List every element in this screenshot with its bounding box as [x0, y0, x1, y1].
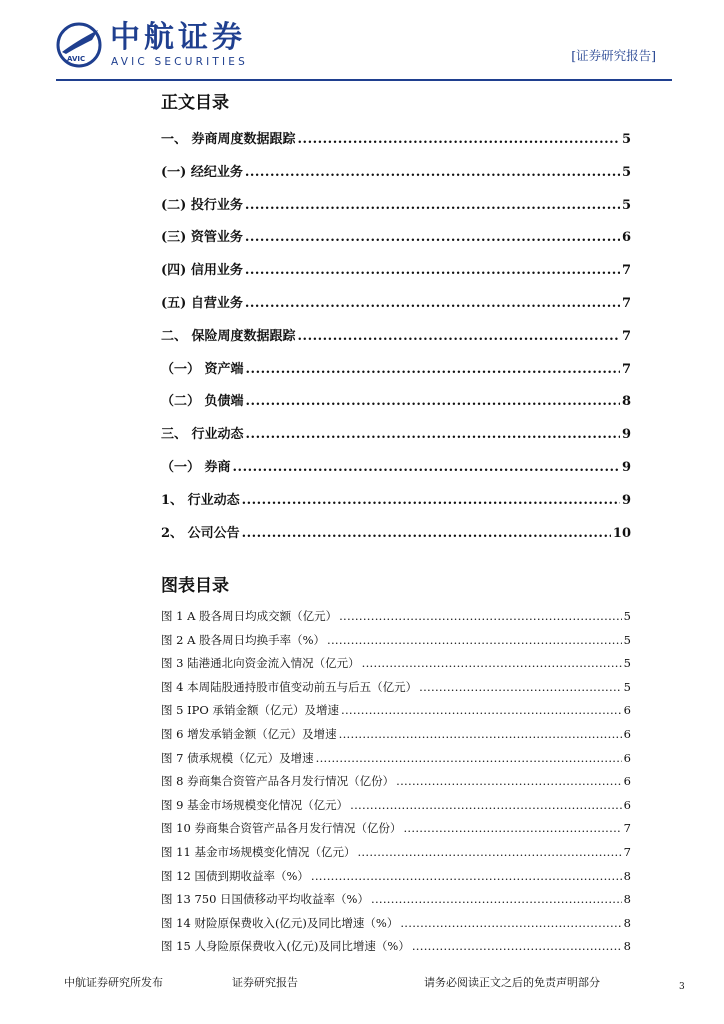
toc-entry-page: 10 — [612, 525, 631, 541]
toc-entry-page: 6 — [621, 230, 631, 246]
toc-entry[interactable] — [161, 460, 631, 493]
report-type-tag: [证券研究报告] — [571, 48, 656, 63]
brand-name-en: AVIC SECURITIES — [111, 56, 248, 68]
dot-leader — [246, 427, 620, 443]
page-header — [0, 0, 724, 84]
toc-entry-page: 7 — [621, 328, 631, 344]
figure-entry-page: 7 — [623, 821, 631, 836]
dot-leader — [419, 680, 622, 694]
figure-entry-page: 6 — [623, 703, 631, 718]
toc-entry-page: 5 — [621, 197, 631, 213]
figure-entry-label: 图 9 基金市场规模变化情况（亿元） — [161, 797, 349, 812]
toc-entry-page: 7 — [621, 295, 631, 311]
toc-entry-page: 7 — [621, 263, 631, 279]
toc-entry-page: 9 — [621, 459, 631, 475]
figure-entry[interactable] — [161, 892, 631, 916]
figure-entry-label: 图 12 国债到期收益率（%） — [161, 868, 309, 883]
figure-entry-label: 图 8 券商集合资管产品各月发行情况（亿份） — [161, 774, 395, 789]
dot-leader — [298, 132, 620, 148]
toc-entry-label: 三、 行业动态 — [161, 427, 244, 443]
dot-leader — [246, 362, 620, 378]
dot-leader — [316, 751, 622, 765]
figure-entry-page: 5 — [623, 632, 631, 647]
figure-entry[interactable] — [161, 727, 631, 751]
toc-entry-label: (四) 信用业务 — [161, 263, 243, 279]
figure-entry-label: 图 1 A 股各周日均成交额（亿元） — [161, 609, 338, 623]
toc-entry[interactable] — [161, 198, 631, 231]
dot-leader — [400, 916, 621, 930]
figure-entry-page: 6 — [623, 750, 631, 765]
figure-entry[interactable] — [161, 916, 631, 940]
toc-entry[interactable] — [161, 263, 631, 296]
toc-entry-page: 9 — [621, 492, 631, 508]
toc-entry-label: 2、 公司公告 — [161, 525, 240, 541]
figure-entry-label: 图 2 A 股各周日均换手率（%） — [161, 632, 326, 647]
footer-disclaimer: 请务必阅读正文之后的免责声明部分 — [424, 976, 600, 989]
figure-entry[interactable] — [161, 680, 631, 704]
figure-entry-page: 8 — [623, 915, 631, 930]
figure-entry-page: 7 — [623, 844, 631, 859]
figure-entry-page: 6 — [623, 797, 631, 812]
toc-entry-label: (一) 经纪业务 — [161, 164, 243, 180]
figure-entry-page: 6 — [623, 726, 631, 741]
toc-entry[interactable] — [161, 526, 631, 559]
dot-leader — [245, 230, 620, 246]
toc-entry[interactable] — [161, 394, 631, 427]
toc-entry-label: （一） 资产端 — [161, 361, 244, 377]
figure-entry-label: 图 13 750 日国债移动平均收益率（%） — [161, 892, 369, 907]
figure-entry[interactable] — [161, 939, 631, 963]
avic-logo-icon — [56, 22, 102, 68]
footer-publisher: 中航证券研究所发布 — [64, 976, 163, 989]
dot-leader — [339, 609, 622, 623]
figure-entry-label: 图 10 券商集合资管产品各月发行情况（亿份） — [161, 821, 402, 836]
toc-entry-page: 8 — [621, 394, 631, 410]
dot-leader — [371, 892, 622, 906]
dot-leader — [311, 869, 622, 883]
dot-leader — [396, 774, 622, 788]
page-number: 3 — [679, 982, 685, 992]
logo-mark-text: AVIC — [67, 55, 86, 63]
dot-leader — [412, 939, 622, 953]
dot-leader — [245, 296, 620, 312]
toc-entry-page: 9 — [621, 427, 631, 443]
footer-doc-type: 证券研究报告 — [232, 976, 298, 989]
dot-leader — [350, 798, 622, 812]
figure-entry-page: 8 — [623, 939, 631, 954]
toc-entry-label: (二) 投行业务 — [161, 197, 243, 213]
toc-entry-label: （一） 券商 — [161, 459, 231, 475]
toc-entry-page: 7 — [621, 361, 631, 377]
figure-entry-label: 图 6 增发承销金额（亿元）及增速 — [161, 726, 337, 741]
figures-title: 图表目录 — [161, 576, 229, 596]
dot-leader — [245, 198, 620, 214]
figure-entry-label: 图 15 人身险原保费收入(亿元)及同比增速（%） — [161, 939, 410, 954]
toc-entry[interactable] — [161, 165, 631, 198]
figure-entry[interactable] — [161, 703, 631, 727]
figure-entry-page: 8 — [623, 868, 631, 883]
brand-name-cn: 中航证券 — [110, 20, 246, 55]
toc-entry-label: 1、 行业动态 — [161, 492, 240, 508]
toc-entry[interactable] — [161, 329, 631, 362]
toc-entry-page: 5 — [621, 132, 631, 147]
toc-title: 正文目录 — [161, 93, 229, 113]
toc-entry[interactable] — [161, 427, 631, 460]
toc-entry-page: 5 — [621, 164, 631, 180]
toc-entry-label: 二、 保险周度数据跟踪 — [161, 328, 296, 344]
header-divider — [56, 79, 672, 81]
toc-entry[interactable] — [161, 362, 631, 395]
figure-entry-page: 5 — [623, 609, 631, 623]
figure-entry-page: 6 — [623, 774, 631, 789]
toc-entry-label: 一、 券商周度数据跟踪 — [161, 132, 296, 147]
figure-entry-page: 5 — [623, 679, 631, 694]
figures-list — [161, 609, 631, 963]
figure-entry[interactable] — [161, 798, 631, 822]
toc-list — [161, 132, 631, 558]
dot-leader — [246, 394, 620, 410]
toc-entry[interactable] — [161, 132, 631, 165]
figure-entry[interactable] — [161, 656, 631, 680]
figure-entry[interactable] — [161, 751, 631, 775]
figure-entry[interactable] — [161, 869, 631, 893]
dot-leader — [242, 526, 611, 542]
dot-leader — [233, 460, 620, 476]
dot-leader — [242, 493, 620, 509]
figure-entry[interactable] — [161, 821, 631, 845]
figure-entry-label: 图 3 陆港通北向资金流入情况（亿元） — [161, 656, 360, 671]
toc-entry[interactable] — [161, 296, 631, 329]
dot-leader — [298, 329, 620, 345]
dot-leader — [245, 165, 620, 181]
figure-entry-label: 图 4 本周陆股通持股市值变动前五与后五（亿元） — [161, 679, 418, 694]
figure-entry[interactable] — [161, 845, 631, 869]
figure-entry-page: 8 — [623, 892, 631, 907]
figure-entry-label: 图 11 基金市场规模变化情况（亿元） — [161, 844, 356, 859]
dot-leader — [341, 703, 622, 717]
toc-entry-label: (三) 资管业务 — [161, 230, 243, 246]
dot-leader — [403, 821, 621, 835]
toc-entry[interactable] — [161, 493, 631, 526]
figure-entry-label: 图 14 财险原保费收入(亿元)及同比增速（%） — [161, 915, 399, 930]
figure-entry-label: 图 5 IPO 承销金额（亿元）及增速 — [161, 703, 339, 718]
figure-entry-label: 图 7 债承规模（亿元）及增速 — [161, 750, 314, 765]
figure-entry[interactable] — [161, 633, 631, 657]
dot-leader — [327, 633, 622, 647]
dot-leader — [357, 845, 621, 859]
figure-entry[interactable] — [161, 609, 631, 633]
dot-leader — [339, 727, 622, 741]
dot-leader — [245, 263, 620, 279]
figure-entry[interactable] — [161, 774, 631, 798]
figure-entry-page: 5 — [623, 656, 631, 671]
toc-entry[interactable] — [161, 230, 631, 263]
toc-entry-label: (五) 自营业务 — [161, 295, 243, 311]
toc-entry-label: （二） 负债端 — [161, 394, 244, 410]
dot-leader — [362, 656, 622, 670]
page-footer — [0, 968, 724, 998]
